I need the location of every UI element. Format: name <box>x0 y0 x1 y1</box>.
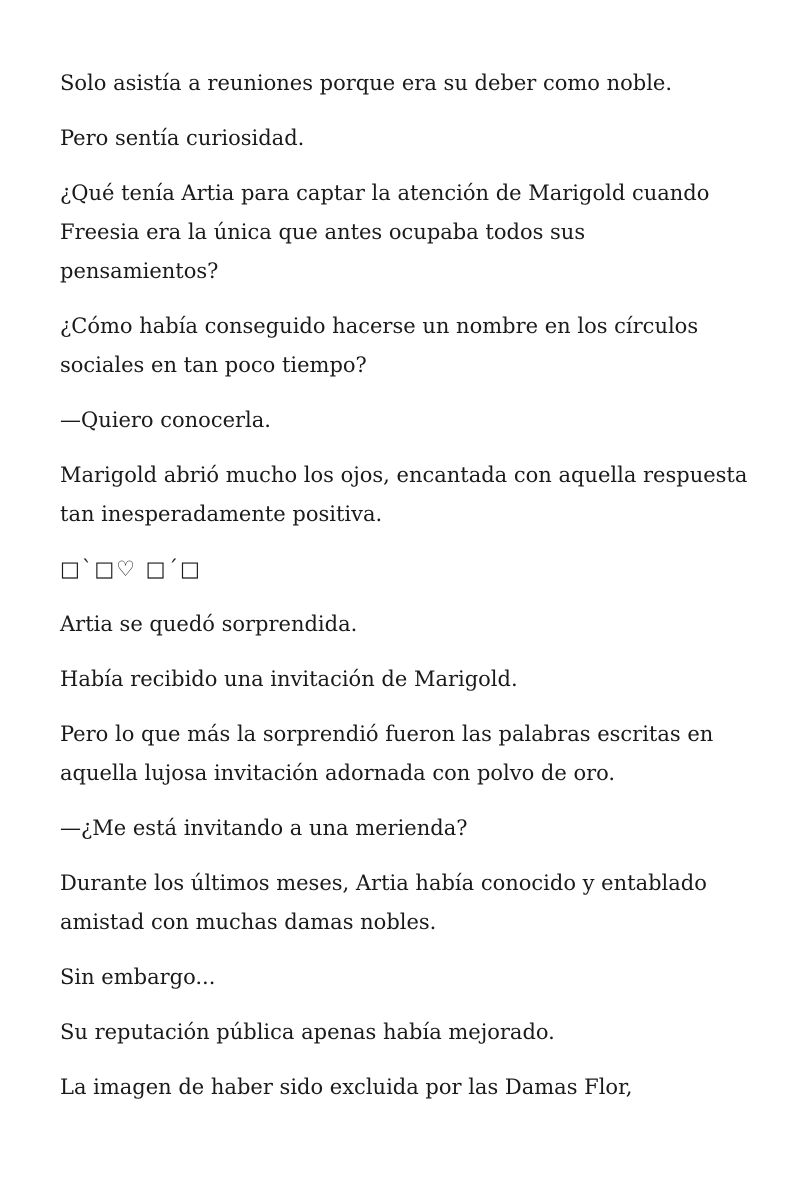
paragraph: ¿Cómo había conseguido hacerse un nombre en los círculos sociales en tan poco tiempo? <box>60 314 699 377</box>
paragraph: Pero sentía curiosidad. <box>60 126 305 150</box>
paragraph: Artia se quedó sorprendida. <box>60 612 358 636</box>
paragraph: Su reputación pública apenas había mejorado. <box>60 1020 555 1044</box>
paragraph: Durante los últimos meses, Artia había conocido y entablado amistad con muchas damas nobles. <box>60 871 707 934</box>
paragraph: Sin embargo... <box>60 965 216 989</box>
paragraph: Solo asistía a reuniones porque era su deber como noble. <box>60 71 673 95</box>
paragraph: Había recibido una invitación de Marigold. <box>60 667 518 691</box>
paragraph: Marigold abrió mucho los ojos, encantada con aquella respuesta tan inesperadamente positiva. <box>60 463 748 526</box>
paragraph: —Quiero conocerla. <box>60 408 271 432</box>
scene-break-ornament: □`□♡ □´□ <box>60 557 202 581</box>
paragraph: La imagen de haber sido excluida por las Damas Flor, <box>60 1075 633 1099</box>
paragraph: Pero lo que más la sorprendió fueron las palabras escritas en aquella lujosa invitación adornada con polvo de oro. <box>60 722 714 785</box>
paragraph: —¿Me está invitando a una merienda? <box>60 816 468 840</box>
paragraph: ¿Qué tenía Artia para captar la atención de Marigold cuando Freesia era la única que antes ocupaba todos sus pensamientos? <box>60 181 710 283</box>
